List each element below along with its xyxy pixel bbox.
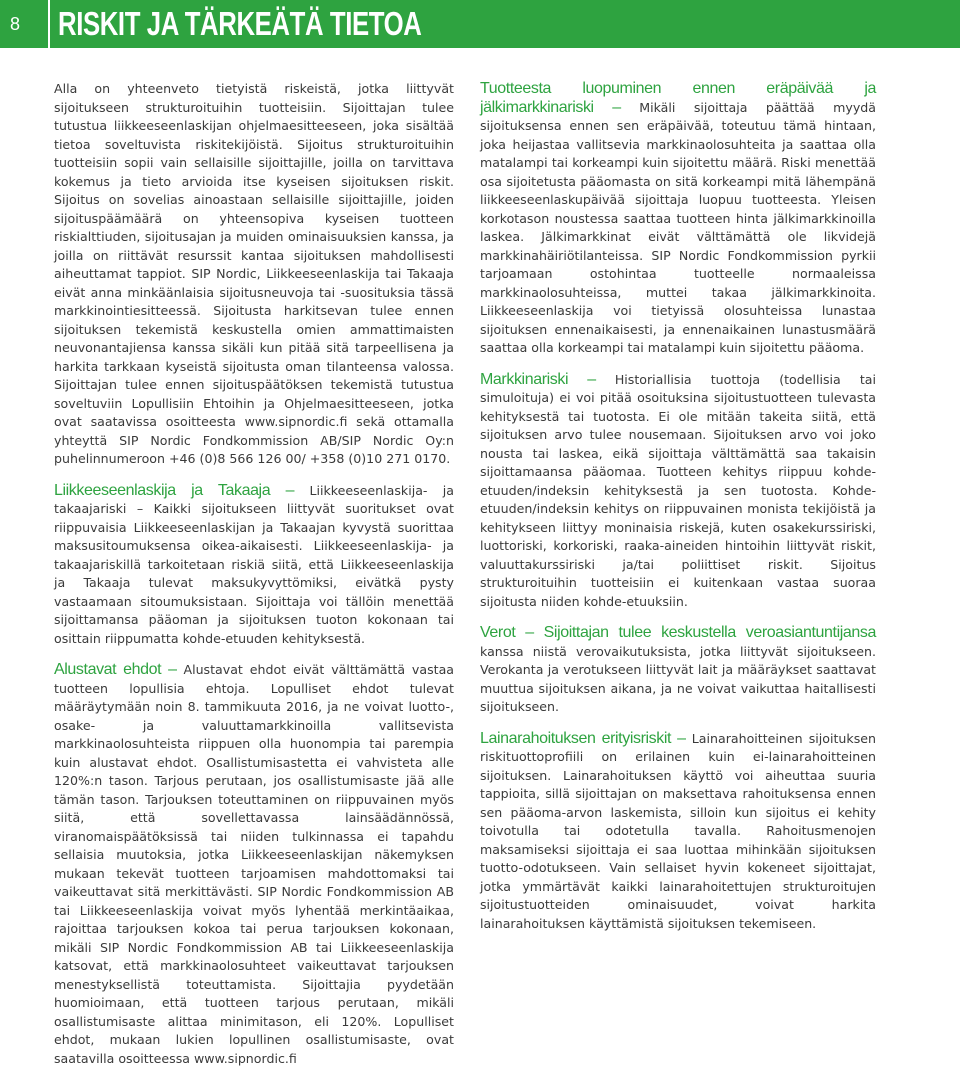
leverage-risk-heading: Lainarahoituksen erityisriskit –: [480, 729, 686, 747]
tax-text: kanssa niistä verovaikutuksista, jotka liittyvät sijoitukseen. Verokanta ja verotukseen liittyvät lait ja määräykset saattavat muuttua sijoituksen aikana, ja ne voivat vaikuttaa haitallisesti sijoitukseen.: [480, 643, 876, 714]
preliminary-terms-text: Alustavat ehdot eivät välttämättä vastaa tuotteen lopullisia ehtoja. Lopulliset ehdot tulevat määräytymään noin 8. tammikuuta 2016, ja ne voivat luotto-, osake- ja valuuttamarkkinoilla vallitsevista markkinaolosuhteista riippuen olla huonompia tai parempia kuin alustavat ehdot. Osallistumisastetta ei vahvisteta alle 120%:n tason. Tarjous perutaan, jos osallistumisaste jää alle tämän tason. Tarjouksen toteuttaminen on riippuvainen myös siitä, että sovellettavassa lainsäädännössä, viranomaispäätöksissä tai niiden tulkinnassa ei tapahdu sellaisia muutoksia, jotka Liikkeeseenlaskijan näkemyksen mukaan tekevät tuotteen tarjoamisen mahdottomaksi tai vaikeuttavat sitä merkittävästi. SIP Nordic Fondkommission AB tai Liikkeeseenlaskija voivat myös lyhentää merkintäaikaa, rajoittaa tarjouksen kokoa tai perua tarjouksen kokonaan, mikäli SIP Nordic Fondkommission AB tai Liikkeeseenlaskija katsovat, että markkinaolosuhteet vaikeuttavat tarjouksen menestyksellistä toteuttamista. Sijoittajia pyydetään huomioimaan, että tuotteen tarjous perutaan, mikäli osallistumisaste alittaa minimitason, eli 120%. Lopulliset ehdot, mukaan lukien lopullinen osallistumisaste, ovat saatavilla osoitteessa www.sipnordic.fi: [54, 662, 454, 1066]
preliminary-terms-heading: Alustavat ehdot –: [54, 661, 177, 678]
page-header: [0, 0, 960, 48]
page-number: 8: [0, 0, 48, 48]
leverage-risk-section: [480, 730, 876, 934]
right-column: [480, 80, 876, 933]
issuer-risk-text: Liikkeeseenlaskija- ja takaajariski – Kaikki sijoitukseen liittyvät suoritukset ovat riippuvaisia Liikkeeseenlaskijan ja Takaajan kyvystä suorittaa maksusitoumuksensa oikea-aikaisesti. Liikkeeseenlaskija- ja takaajariskillä tarkoitetaan riskiä siitä, että Liikkeeseenlaskija ja Takaaja tulevat maksukyvyttömiksi, eivätkä pysty vastaamaan sitoumuksistaan. Sijoittaja voi tällöin menettää sijoittamansa pääoman ja sijoituksen tuoton kokonaan tai osittain riippumatta kohde-etuuden kehityksestä.: [54, 482, 454, 646]
market-risk-section: [480, 371, 876, 612]
tax-section: [480, 624, 876, 717]
market-risk-text: Historiallisia tuottoja (todellisia tai simuloituja) ei voi pitää osoituksina sijoitustuotteen tulevasta kehityksestä tai tuotosta. Ei ole mitään takeita siitä, että sijoituksen arvo tulee nousemaan. Sijoituksen arvo voi joko nousta tai laskea, eikä sijoittaja välttämättä saa takaisin sijoittamaansa pääomaa. Tuotteen kehitys riippuu kohde-etuuden/indeksin kehityksestä ja sen tuotosta. Kohde-etuuden/indeksin kehitys on riippuvainen monista tekijöistä ja kehitykseen liittyy moninaisia riskejä, kuten osakekurssiriski, luottoriski, korkoriski, raaka-aineiden hintoihin liittyvät riskit, valuuttakurssiriski ja/tai poliittiset riskit. Sijoitus strukturoituihin tuotteisiin ei kuitenkaan vastaa suoraa sijoitusta niiden kohde-etuuksiin.: [480, 371, 876, 609]
preliminary-terms-section: [54, 661, 454, 1068]
tax-heading: Verot – Sijoittajan tulee keskustella veroasiantuntijansa: [480, 624, 876, 641]
exit-risk-heading: Tuotteesta luopuminen ennen eräpäivää ja jälkimarkkinariski –: [480, 80, 876, 116]
market-risk-heading: Markkinariski –: [480, 370, 596, 388]
leverage-risk-text: Lainarahoitteinen sijoituksen riskituottoprofiili on erilainen kuin ei-lainarahoitteinen sijoituksen. Lainarahoituksen käyttö voi aiheuttaa suuria tappioita, sillä sijoittajan on maksettava rahoituksensa ennen sen pääoma-arvon laskemista, silloin kun sijoitus ei kehity toivotulla tai odotetulla tavalla. Rahoitusmenojen maksamiseksi sijoittaja ei saa luottaa mihinkään sijoituksen tuotto-odotukseen. Vain sellaiset hyvin kokeneet sijoittajat, jotka ymmärtävät kaikki lainarahoitettujen strukturoitujen sijoitustuotteiden ominaisuudet, voivat harkita lainarahoituksen käyttämistä sijoituksen tekemiseen.: [480, 730, 876, 931]
page-title: RISKIT JA TÄRKEÄTÄ TIETOA: [58, 5, 422, 42]
left-column: [54, 80, 454, 1068]
issuer-risk-heading: Liikkeeseenlaskija ja Takaaja –: [54, 481, 295, 499]
exit-risk-section: [480, 80, 876, 358]
intro-paragraph: Alla on yhteenveto tietyistä riskeistä, jotka liittyvät sijoitukseen strukturoituihin tuotteisiin. Sijoittajan tulee tutustua liikkeeseenlaskijan ohjelmaesitteeseen, joka sisältää tietoa soveltuvista riskitekijöistä. Sijoitus strukturoituihin tuotteisiin sopii vain sellaisille sijoittajille, joilla on tarvittava kokemus ja tieto arvioida itse kyseisen sijoituksen riskit. Sijoitus on sovelias ainoastaan sellaisille sijoittajille, joiden sijoituspäämäärä on yhteensopiva kyseisen tuotteen riskialttiuden, sijoitusajan ja muiden ominaisuuksien kanssa, ja joilla on riittävät resurssit kantaa sijoituksen mahdollisesti aiheuttamat tappiot. SIP Nordic, Liikkeeseenlaskija tai Takaaja eivät anna minkäänlaisia sijoitusneuvoja tai -suosituksia tässä markkinointiesitteessä. Sijoitusta harkitsevan tulee ennen sijoituksen tekemistä keskustella omien ammattimaisten neuvonantajiensa kanssa sikäli kun pitää sitä tarpeellisena ja harkita tarkkaan kyseistä sijoitusta oman tilanteensa valossa. Sijoittajan tulee ennen sijoituspäätöksen tekemistä tutustua soveltuviin Lopullisiin Ehtoihin ja Ohjelmaesitteeseen, jotka ovat saatavissa osoitteesta www.sipnordic.fi sekä ottamalla yhteyttä SIP Nordic Fondkommission AB/SIP Nordic Oy:n puhelinnumeroon +46 (0)8 566 126 00/ +358 (0)10 271 0170.: [54, 81, 454, 466]
page-title-bar: [50, 0, 960, 48]
exit-risk-text: Mikäli sijoittaja päättää myydä sijoituksensa ennen sen eräpäivää, toteutuu tämä hintaan, joka heijastaa vallitsevia markkinaolosuhteita ja saattaa olla matalampi tai korkeampi kuin sijoitettu määrä. Riski menettää osa sijoitetusta pääomasta on sitä korkeampi mitä lähempänä liikkeeseenlaskupäivää sijoittaja luopuu tuotteesta. Yleisen korkotason noustessa saattaa tuotteen hinta jälkimarkkinoilla laskea. Jälkimarkkinat eivät välttämättä ole likvidejä markkinahäiriötilanteissa. SIP Nordic Fondkommission pyrkii tarjoamaan ostohintaa tuotteelle normaaleissa markkinaolosuhteissa, muttei takaa jälkimarkkinoita. Liikkeeseenlaskija voi tietyissä olosuhteissa lunastaa sijoituksen ennenaikaisesti, ja ennenaikainen lunastusmäärä saattaa olla korkeampi tai matalampi kuin sijoitettu pääoma.: [480, 99, 876, 355]
issuer-risk-section: [54, 482, 454, 649]
